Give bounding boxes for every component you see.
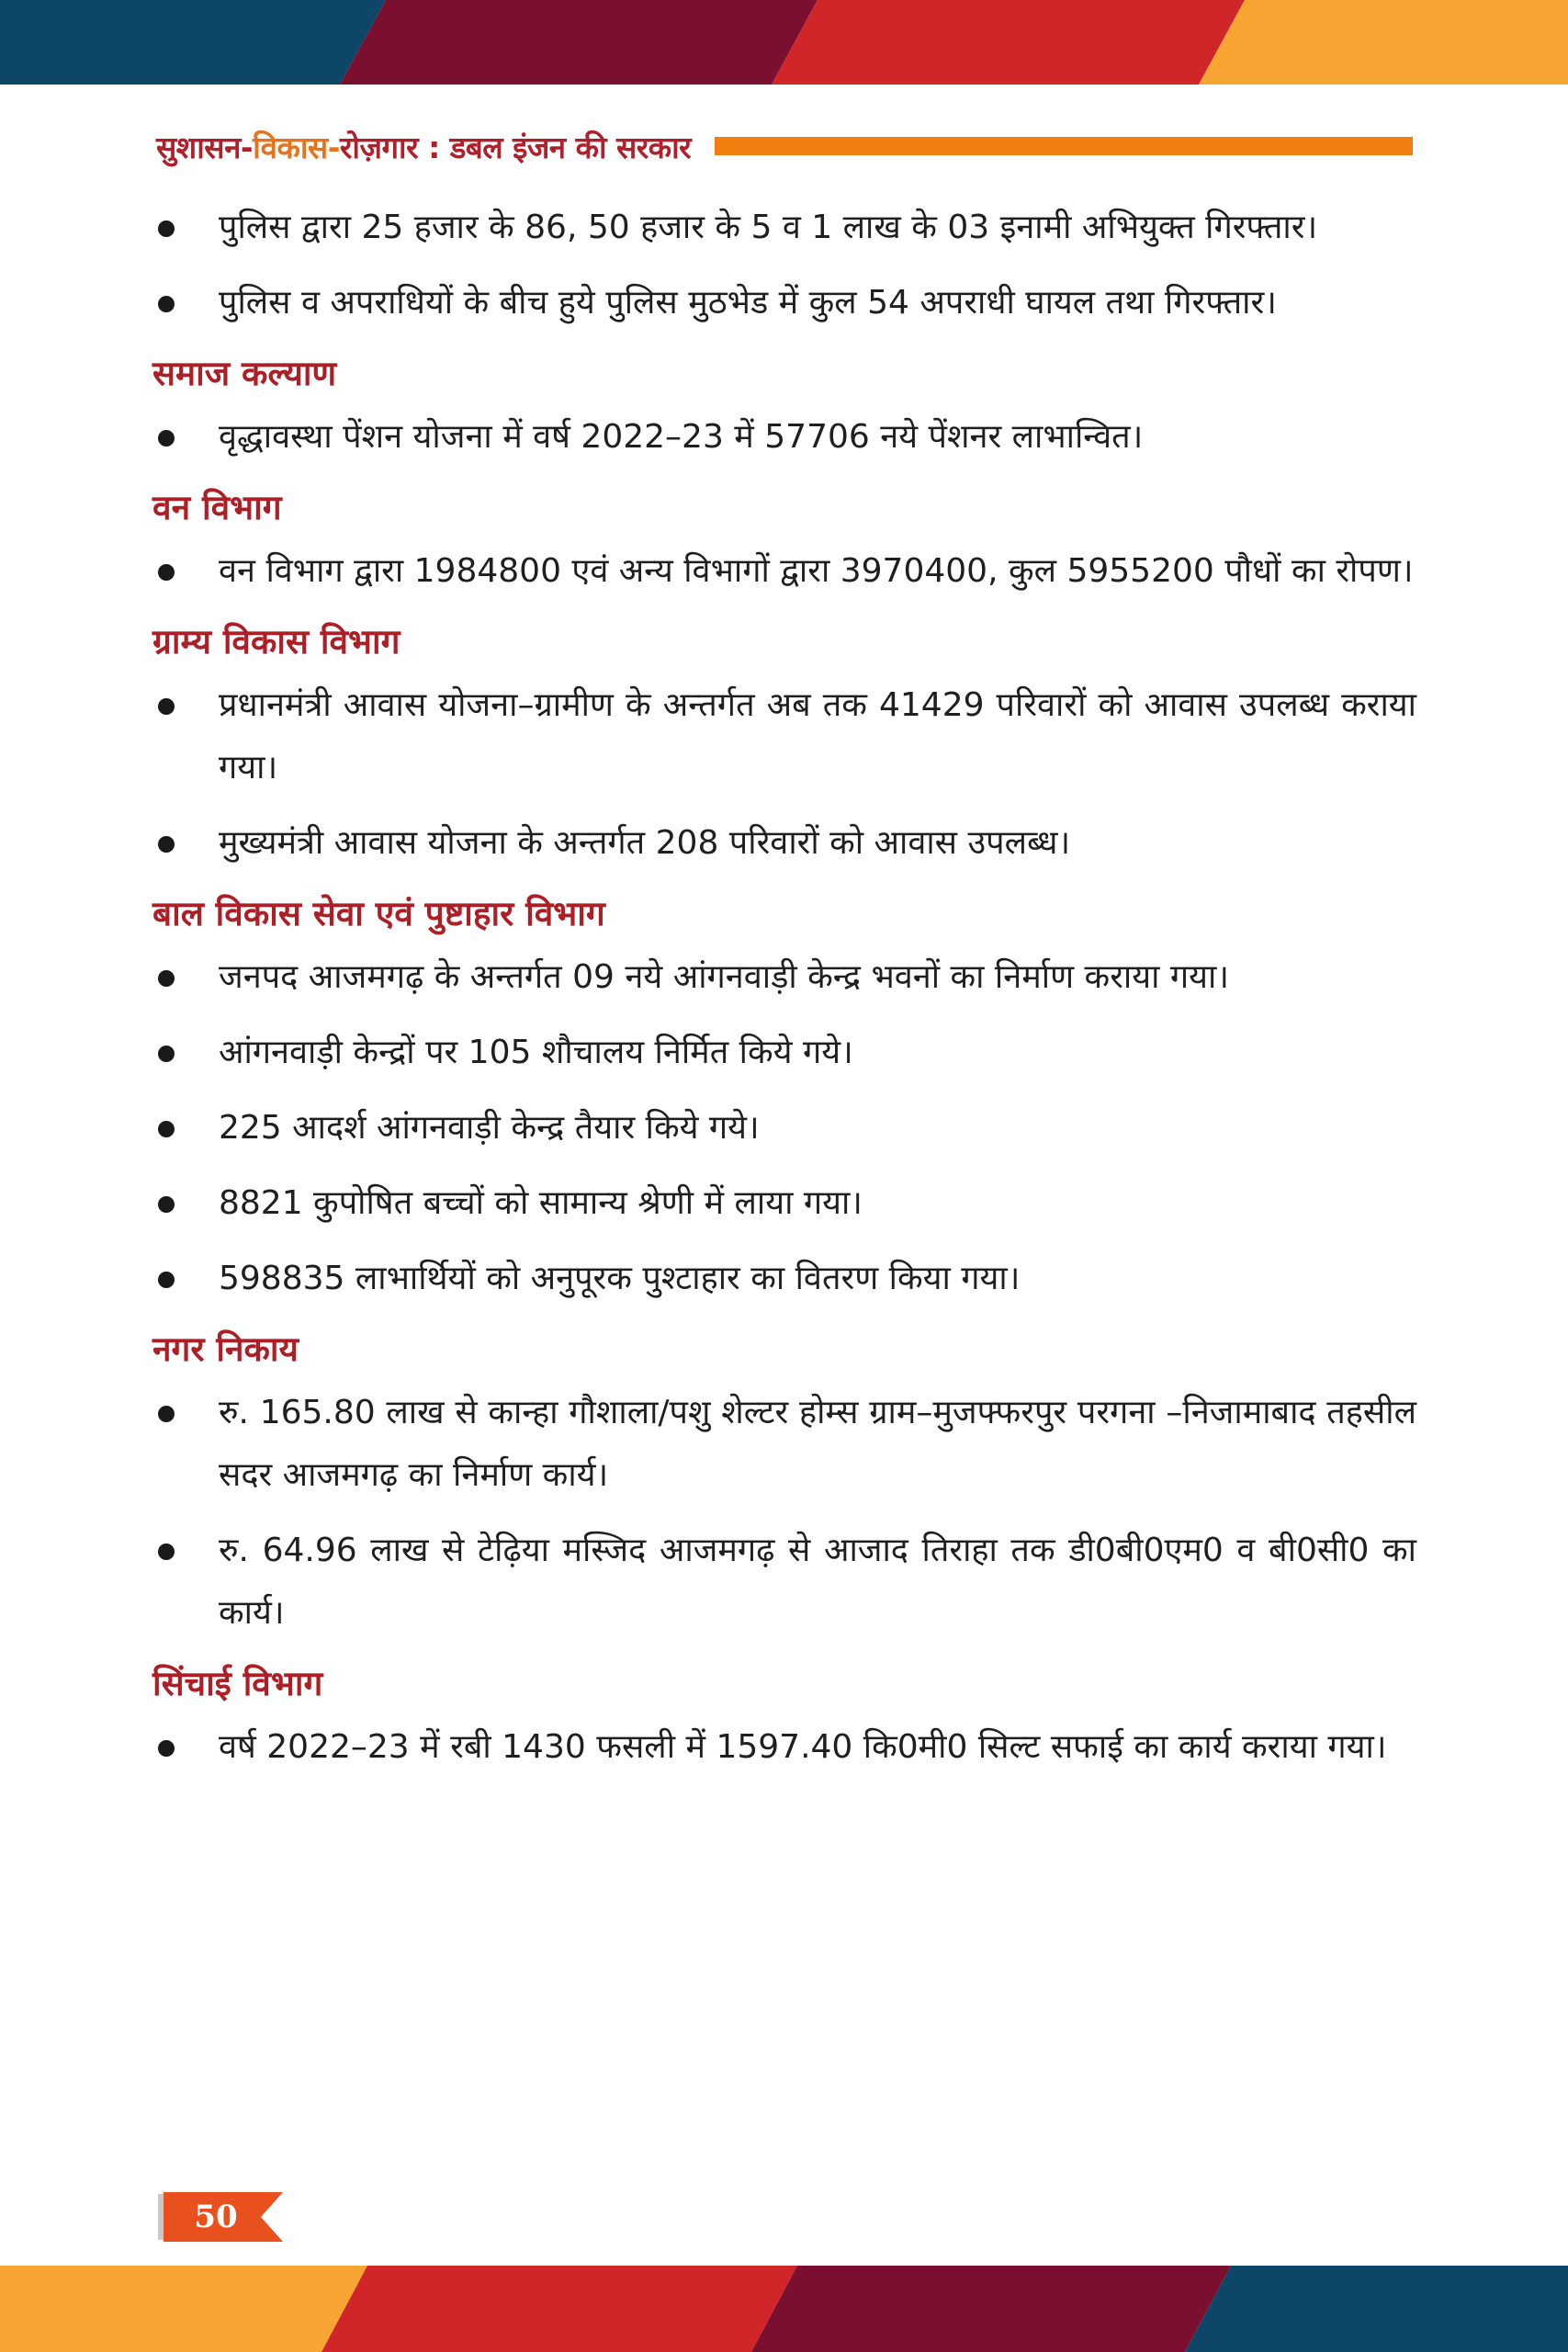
bullet-dot-icon (158, 1272, 175, 1288)
bullet-item (152, 812, 1416, 875)
bullet-dot-icon (158, 430, 175, 447)
bullet-text: 598835 लाभार्थियों को अनुपूरक पुश्टाहार का वितरण किया गया। (219, 1260, 1021, 1297)
bullet-text: पुलिस व अपराधियों के बीच हुये पुलिस मुठभेड में कुल 54 अपराधी घायल तथा गिरफ्तार। (219, 284, 1277, 322)
section-heading: बाल विकास सेवा एवं पुष्टाहार विभाग (152, 894, 605, 933)
bullet-dot-icon (158, 220, 175, 237)
bullet-dot-icon (158, 296, 175, 312)
running-header (156, 125, 1413, 167)
bullet-dot-icon (158, 1406, 175, 1422)
bullet-text: वन विभाग द्वारा 1984800 एवं अन्य विभागों द्वारा 3970400, कुल 5955200 पौधों का रोपण। (219, 552, 1414, 590)
section-heading: ग्राम्य विकास विभाग (152, 622, 400, 662)
section-heading: नगर निकाय (152, 1329, 299, 1369)
bullet-text: वृद्धावस्था पेंशन योजना में वर्ष 2022–23 में 57706 नये पेंशनर लाभान्वित। (219, 418, 1144, 456)
bullet-text: वर्ष 2022–23 में रबी 1430 फसली में 1597.40 कि0मी0 सिल्ट सफाई का कार्य कराया गया। (219, 1728, 1387, 1766)
bullet-dot-icon (158, 1046, 175, 1062)
bullet-item (152, 540, 1416, 603)
bullet-item (152, 1022, 1416, 1084)
section-heading: समाज कल्याण (152, 354, 337, 393)
bullet-item (152, 946, 1416, 1009)
bullet-dot-icon (158, 1196, 175, 1213)
bullet-dot-icon (158, 1740, 175, 1757)
bullet-dot-icon (158, 1121, 175, 1137)
bullet-text: पुलिस द्वारा 25 हजार के 86, 50 हजार के 5 व 1 लाख के 03 इनामी अभियुक्त गिरफ्तार। (219, 209, 1318, 246)
bullet-item (152, 1248, 1416, 1310)
bullet-dot-icon (158, 836, 175, 853)
bullet-text: 225 आदर्श आंगनवाड़ी केन्द्र तैयार किये गये। (219, 1109, 760, 1147)
bullet-item (152, 1097, 1416, 1159)
bullet-item (152, 272, 1416, 334)
bullet-item (152, 674, 1416, 799)
bullet-text: मुख्यमंत्री आवास योजना के अन्तर्गत 208 परिवारों को आवास उपलब्ध। (219, 824, 1071, 862)
section-heading: सिंचाई विभाग (152, 1664, 323, 1703)
bottom-color-band (0, 2266, 1568, 2352)
bullet-item (152, 1716, 1416, 1779)
bullet-dot-icon (158, 698, 175, 715)
bullet-dot-icon (158, 564, 175, 581)
top-color-band (0, 0, 1568, 85)
bullet-item (152, 1172, 1416, 1235)
bullet-text: आंगनवाड़ी केन्द्रों पर 105 शौचालय निर्मित किये गये। (219, 1034, 853, 1071)
bullet-text: रु. 64.96 लाख से टेढ़िया मस्जिद आजमगढ़ से आजाद तिराहा तक डी0बी0एम0 व बी0सी0 का कार्य। (219, 1532, 1416, 1632)
bullet-dot-icon (158, 970, 175, 987)
bullet-item (152, 406, 1416, 469)
bullet-text: जनपद आजमगढ़ के अन्तर्गत 09 नये आंगनवाड़ी केन्द्र भवनों का निर्माण कराया गया। (219, 958, 1230, 996)
page-number: 50 (194, 2199, 238, 2235)
bullet-item (152, 197, 1416, 259)
page-number-tab (158, 2192, 287, 2242)
section-heading: वन विभाग (152, 488, 282, 527)
bullet-item (152, 1382, 1416, 1507)
bullet-text: 8821 कुपोषित बच्चों को सामान्य श्रेणी में लाया गया। (219, 1184, 863, 1222)
bullet-text: रु. 165.80 लाख से कान्हा गौशाला/पशु शेल्टर होम्स ग्राम–मुजफ्फरपुर परगना –निजामाबाद तहसील सदर आजमगढ़ का निर्माण कार्य। (219, 1394, 1416, 1494)
bullet-dot-icon (158, 1544, 175, 1560)
header-title: सुशासन-विकास-रोज़गार : डबल इंजन की सरकार (156, 129, 692, 165)
header-rule (715, 137, 1413, 155)
bullet-text: प्रधानमंत्री आवास योजना–ग्रामीण के अन्तर्गत अब तक 41429 परिवारों को आवास उपलब्ध कराया गया। (219, 686, 1416, 786)
bullet-item (152, 1520, 1416, 1645)
main-content (152, 193, 1416, 1792)
